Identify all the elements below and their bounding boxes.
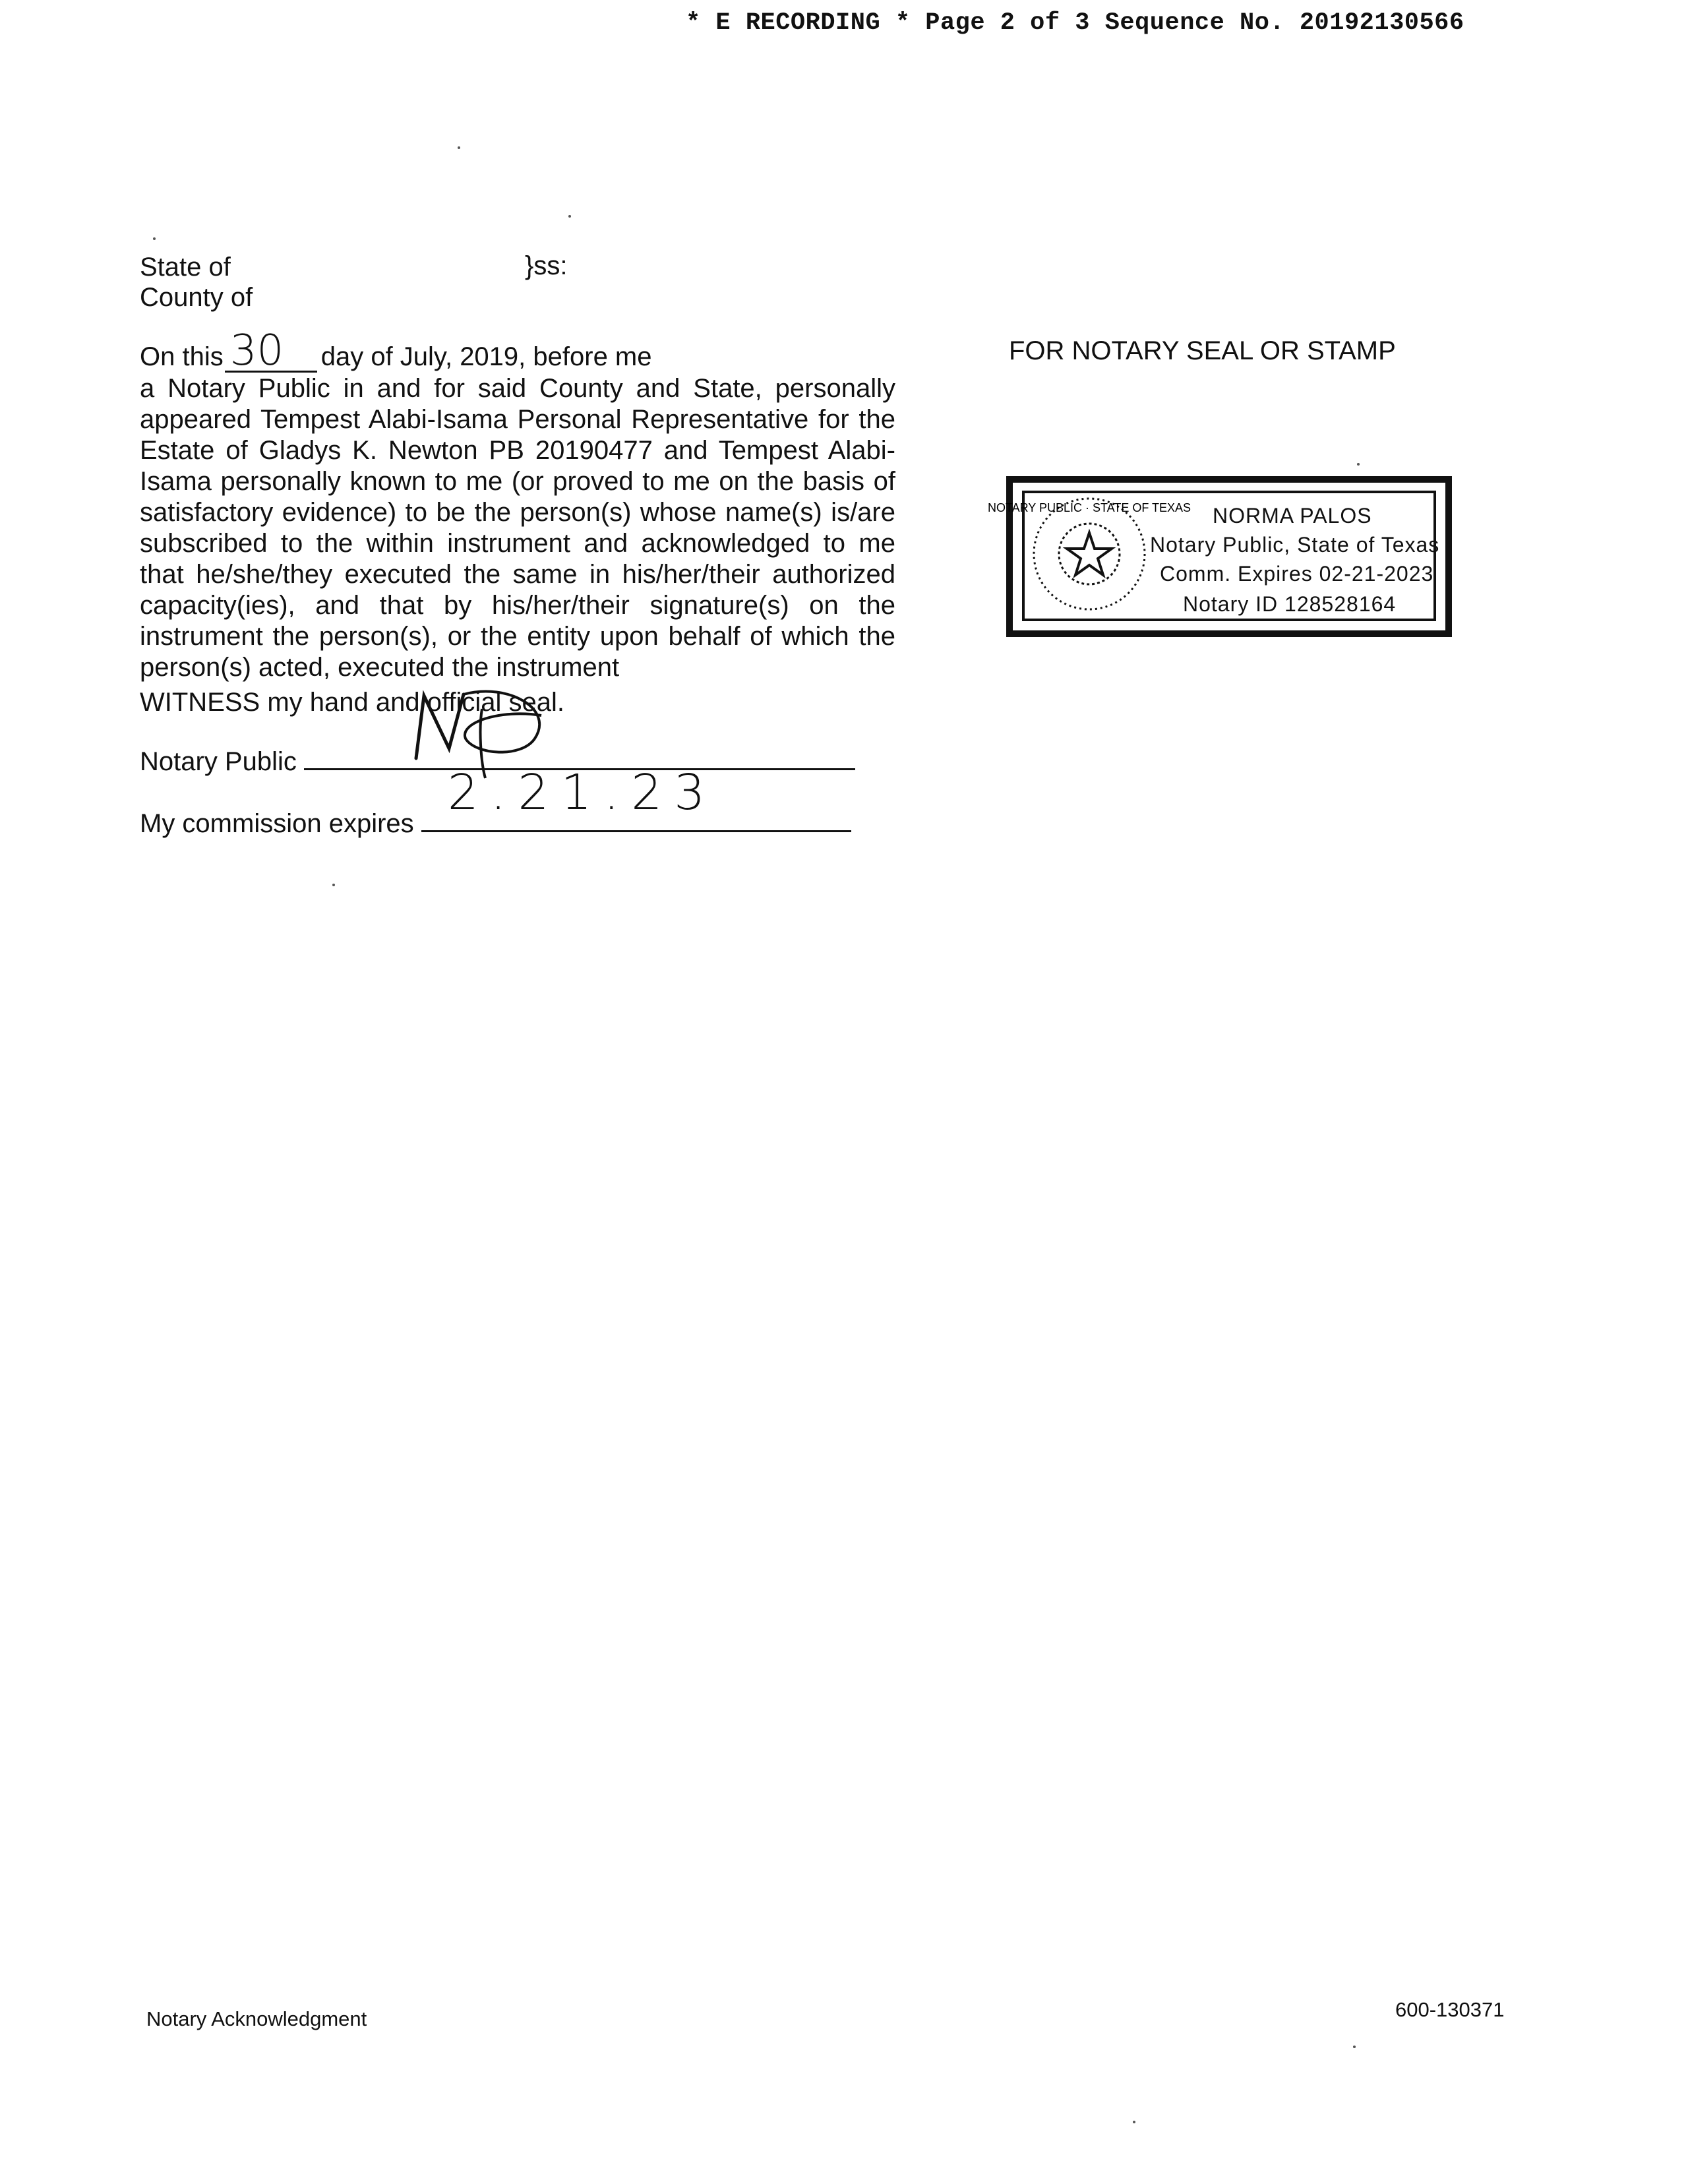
- seal-ring-text: NOTARY PUBLIC · STATE OF TEXAS: [987, 501, 1191, 514]
- handwritten-day: 30: [229, 326, 284, 375]
- acknowledgment-paragraph: a Notary Public in and for said County and State, personally appeared Tempest Alabi-Isama Personal Representative for the Estate of Gladys K. Newton PB 20190477 and Tempest Alabi-Isama personally known to me (or proved to me on the basis of satisfactory evidence) to be the person(s) whose name(s) is/are subscribed to the within instrument and acknowledged to me that he/she/they executed the same in his/her/their authorized capacity(ies), and that by his/her/their signature(s) on the instrument the person(s), or the entity upon behalf of which the person(s) acted, executed the instrument: [140, 374, 895, 682]
- stamp-name: NORMA PALOS: [1213, 504, 1372, 528]
- stamp-notary-id: Notary ID 128528164: [1183, 592, 1397, 616]
- stamp-expiration: Comm. Expires 02-21-2023: [1160, 562, 1434, 586]
- recording-header: * E RECORDING * Page 2 of 3 Sequence No. 20192130566: [686, 9, 1464, 37]
- commission-expires-label: My commission expires: [140, 809, 414, 838]
- scan-speck: [1357, 463, 1360, 466]
- notary-public-label: Notary Public: [140, 747, 297, 776]
- day-blank: [225, 326, 317, 375]
- on-this-label: On this: [140, 342, 224, 371]
- ss-bracket: }ss:: [525, 251, 568, 280]
- scan-speck: [1353, 2046, 1356, 2048]
- stamp-inner-border: [987, 491, 1440, 621]
- handwritten-expiration: 2.21.23: [447, 764, 717, 821]
- scan-speck: [458, 146, 460, 149]
- form-title: Notary Acknowledgment: [146, 2007, 367, 2030]
- texas-star-seal-icon: [987, 495, 1191, 613]
- scan-speck: [568, 215, 571, 218]
- witness-line: WITNESS my hand and official seal.: [140, 688, 564, 717]
- stamp-title: Notary Public, State of Texas: [1150, 533, 1440, 557]
- notary-stamp: [987, 476, 1452, 637]
- seal-caption: FOR NOTARY SEAL OR STAMP: [1009, 336, 1396, 365]
- commission-rule: [421, 764, 851, 832]
- notary-signature: [403, 669, 601, 768]
- scan-speck: [332, 884, 335, 886]
- scan-speck: [153, 237, 156, 240]
- form-number: 600-130371: [1395, 1998, 1505, 2021]
- state-of-label: State of: [140, 253, 231, 282]
- day-line: [140, 326, 652, 375]
- commission-expires-line: [140, 764, 851, 839]
- scan-speck: [1133, 2121, 1135, 2123]
- county-of-label: County of: [140, 283, 253, 312]
- day-month-year-text: day of July, 2019, before me: [320, 342, 652, 371]
